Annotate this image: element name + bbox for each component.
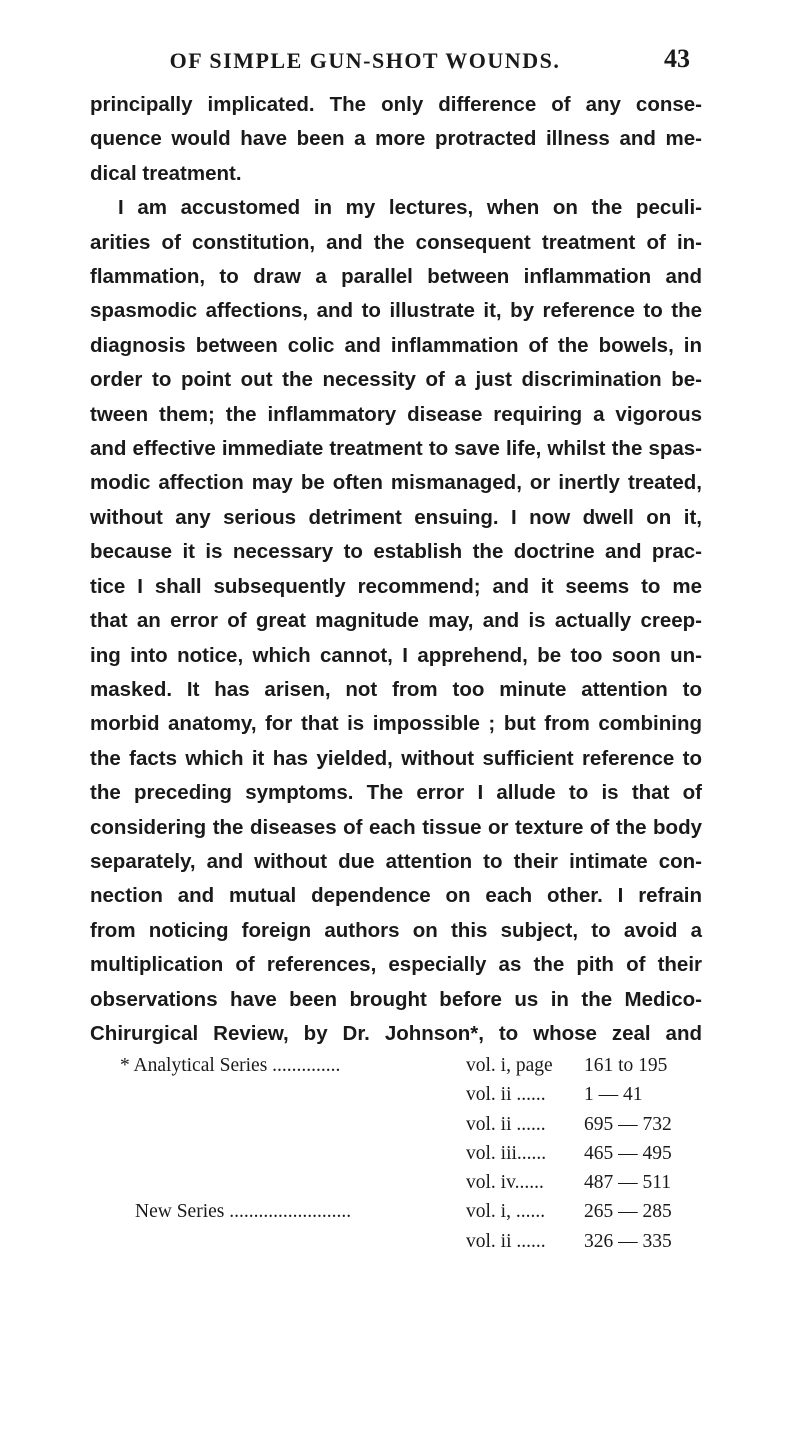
- text-line: I am accustomed in my lectures, when on the peculi-: [118, 196, 702, 220]
- footnote-row: [120, 1227, 672, 1256]
- text-line: masked. It has arisen, not from too minute attention to: [90, 677, 702, 701]
- text-line: tween them; the inflammatory disease requiring a vigorous: [90, 402, 702, 426]
- footnote-series-label: New Series .........................: [135, 1201, 352, 1223]
- footnote-series-label: [120, 1110, 466, 1139]
- text-line: ing into notice, which cannot, I apprehend, be too soon un-: [90, 643, 702, 667]
- text-line: observations have been brought before us in the Medico-: [90, 987, 702, 1011]
- text-line: quence would have been a more protracted illness and me-: [90, 127, 702, 151]
- footnote-page-range: 695 — 732: [584, 1113, 672, 1135]
- footnote-volume: vol. iii......: [466, 1142, 547, 1164]
- text-line: considering the diseases of each tissue or texture of the body: [90, 815, 702, 839]
- text-line: separately, and without due attention to their intimate con-: [90, 849, 702, 873]
- text-line: morbid anatomy, for that is impossible ; but from combining: [90, 712, 702, 736]
- text-line: order to point out the necessity of a just discrimination be-: [90, 368, 702, 392]
- footnote-volume: vol. i, ......: [466, 1201, 546, 1223]
- text-line: that an error of great magnitude may, and is actually creep-: [90, 609, 702, 633]
- footnote-series-label: [120, 1080, 466, 1109]
- running-title: OF SIMPLE GUN-SHOT WOUNDS.: [169, 48, 561, 73]
- text-line: tice I shall subsequently recommend; and it seems to me: [90, 574, 702, 598]
- page-number: 43: [664, 44, 690, 73]
- text-line: and effective immediate treatment to save life, whilst the spas-: [90, 437, 702, 461]
- footnote-row: [120, 1139, 672, 1168]
- text-line: because it is necessary to establish the doctrine and prac-: [90, 540, 702, 564]
- footnote-row: [120, 1080, 672, 1109]
- text-line: diagnosis between colic and inflammation of the bowels, in: [90, 333, 702, 357]
- footnote-volume: vol. ii ......: [466, 1084, 546, 1106]
- footnote-page-range: 465 — 495: [584, 1142, 672, 1164]
- footnote-series-label: [120, 1227, 466, 1256]
- text-line: nection and mutual dependence on each other. I refrain: [90, 884, 702, 908]
- footnote-volume: vol. ii ......: [466, 1230, 546, 1252]
- footnote-series-label: * Analytical Series ..............: [120, 1055, 341, 1076]
- footnote-row: [120, 1197, 672, 1226]
- footnote-page-range: 265 — 285: [584, 1201, 672, 1223]
- footnote-row: [120, 1110, 672, 1139]
- footnote-volume: vol. ii ......: [466, 1113, 546, 1135]
- text-line: the preceding symptoms. The error I allude to is that of: [90, 781, 702, 805]
- footnote-row: [120, 1051, 672, 1080]
- footnote-series-label: [120, 1139, 466, 1168]
- footnote-page-range: 161 to 195: [584, 1055, 668, 1076]
- footnote-row: [120, 1168, 672, 1197]
- footnote-volume: vol. i, page: [466, 1055, 553, 1076]
- text-line: arities of constitution, and the consequent treatment of in-: [90, 230, 702, 254]
- text-line: modic affection may be often mismanaged, or inertly treated,: [90, 471, 702, 495]
- footnote-page-range: 326 — 335: [584, 1230, 672, 1252]
- text-line: flammation, to draw a parallel between inflammation and: [90, 265, 702, 289]
- text-line: Chirurgical Review, by Dr. Johnson*, to whose zeal and: [90, 1021, 702, 1045]
- text-line: dical treatment.: [90, 161, 242, 185]
- footnote-series-label: [120, 1168, 466, 1197]
- footnote: [120, 1051, 672, 1256]
- text-line: from noticing foreign authors on this subject, to avoid a: [90, 918, 702, 942]
- footnote-page-range: 1 — 41: [584, 1084, 643, 1106]
- text-line: without any serious detriment ensuing. I now dwell on it,: [90, 505, 702, 529]
- text-line: the facts which it has yielded, without sufficient reference to: [90, 746, 702, 770]
- text-line: multiplication of references, especially as the pith of their: [90, 953, 702, 977]
- body-text: [90, 88, 702, 1051]
- text-line: principally implicated. The only difference of any conse-: [90, 93, 702, 116]
- footnote-volume: vol. iv......: [466, 1172, 544, 1194]
- text-line: spasmodic affections, and to illustrate it, by reference to the: [90, 299, 702, 323]
- footnote-page-range: 487 — 511: [584, 1172, 672, 1194]
